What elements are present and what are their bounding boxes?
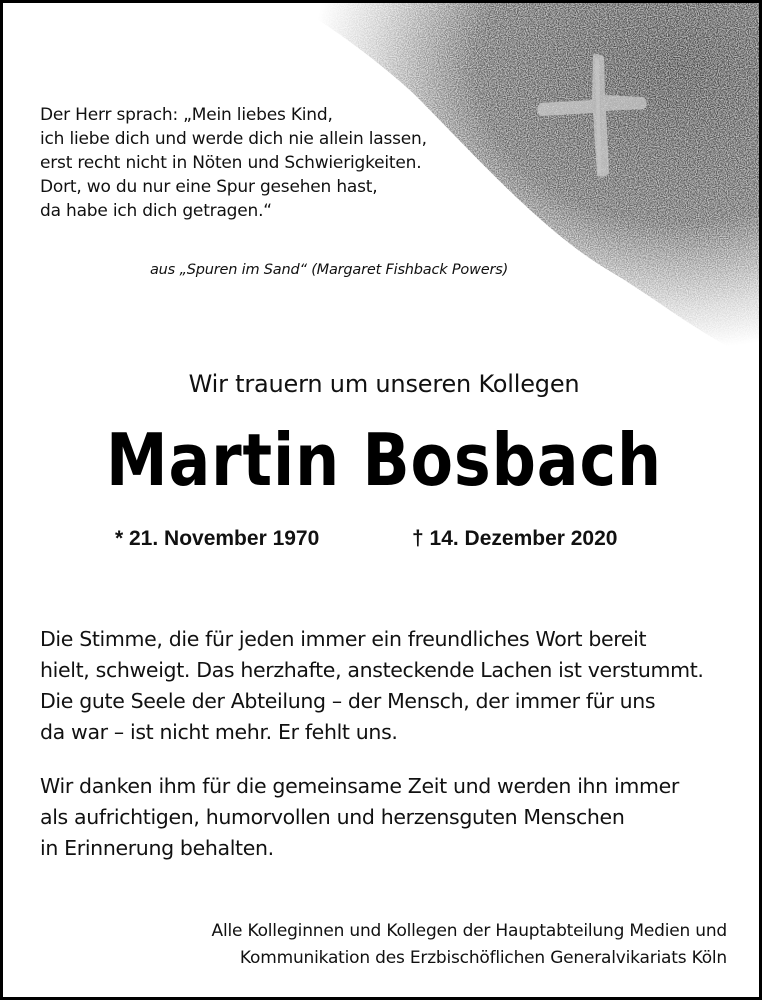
thanks-paragraph: [40, 771, 740, 864]
paragraph-line: Die Stimme, die für jeden immer ein freundliches Wort bereit: [40, 627, 647, 651]
bible-quote: [40, 103, 510, 223]
signature-block: [212, 918, 727, 972]
quote-line: erst recht nicht in Nöten und Schwierigkeiten.: [40, 153, 422, 173]
quote-line: da habe ich dich getragen.“: [40, 201, 272, 221]
quote-source: aus „Spuren im Sand“ (Margaret Fishback Powers): [150, 262, 509, 278]
paragraph-line: Wir danken ihm für die gemeinsame Zeit und werden ihn immer: [40, 774, 679, 798]
paragraph-line: hielt, schweigt. Das herzhafte, ansteckende Lachen ist verstummt.: [40, 658, 704, 682]
birth-date: * 21. November 1970: [115, 527, 320, 550]
paragraph-line: als aufrichtigen, humorvollen und herzensguten Menschen: [40, 805, 625, 829]
signature-line: Kommunikation des Erzbischöflichen Generalvikariats Köln: [239, 948, 727, 968]
deceased-name: Martin Bosbach: [106, 418, 662, 502]
quote-line: ich liebe dich und werde dich nie allein lassen,: [40, 129, 427, 149]
death-date: † 14. Dezember 2020: [412, 527, 618, 550]
quote-line: Der Herr sprach: „Mein liebes Kind,: [40, 105, 333, 125]
paragraph-line: in Erinnerung behalten.: [40, 836, 274, 860]
paragraph-line: Die gute Seele der Abteilung – der Mensch, der immer für uns: [40, 689, 656, 713]
paragraph-line: da war – ist nicht mehr. Er fehlt uns.: [40, 720, 398, 744]
quote-line: Dort, wo du nur eine Spur gesehen hast,: [40, 177, 378, 197]
signature-line: Alle Kolleginnen und Kollegen der Hauptabteilung Medien und: [211, 921, 727, 941]
tribute-paragraph: [40, 624, 740, 748]
mourning-intro: Wir trauern um unseren Kollegen: [188, 370, 580, 398]
